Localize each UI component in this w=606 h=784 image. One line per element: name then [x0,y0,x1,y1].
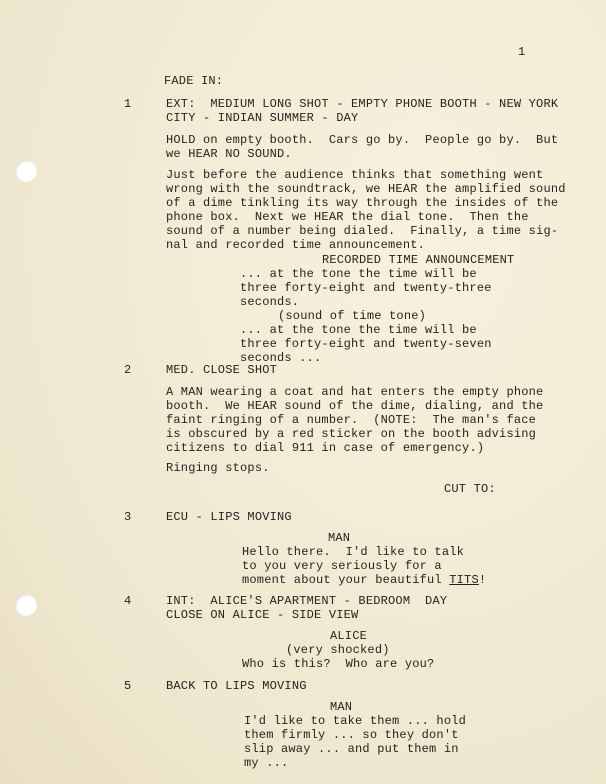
scene-heading-1b: CITY - INDIAN SUMMER - DAY [166,111,359,125]
dialogue-line: three forty-eight and twenty-three [240,281,492,295]
action-line: faint ringing of a number. (NOTE: The man's face [166,413,537,427]
action-line: Ringing stops. [166,461,270,475]
scene-number-1: 1 [124,97,132,111]
character-name: MAN [328,531,351,545]
dialogue-line: slip away ... and put them in [244,742,459,756]
dialogue-line: seconds. [240,295,300,309]
dialogue-line: my ... [244,756,289,770]
scene-number-3: 3 [124,510,132,524]
character-name: ALICE [330,629,368,643]
dialogue-line: to you very seriously for a [242,559,442,573]
scene-heading-4a: INT: ALICE'S APARTMENT - BEDROOM DAY [166,594,448,608]
scene-heading-3: ECU - LIPS MOVING [166,510,292,524]
action-line: phone box. Next we HEAR the dial tone. Then the [166,210,529,224]
fade-in: FADE IN: [164,74,224,88]
scene-number-2: 2 [124,363,132,377]
scene-heading-4b: CLOSE ON ALICE - SIDE VIEW [166,608,359,622]
action-line: booth. We HEAR sound of the dime, dialing, and the [166,399,544,413]
action-line: is obscured by a red sticker on the booth advising [166,427,537,441]
scene-heading-1a: EXT: MEDIUM LONG SHOT - EMPTY PHONE BOOTH - NEW YORK [166,97,559,111]
action-line: wrong with the soundtrack, we HEAR the amplified sound [166,182,566,196]
parenthetical: (sound of time tone) [278,309,427,323]
character-name: MAN [330,700,353,714]
dialogue-line: Who is this? Who are you? [242,657,435,671]
action-line: sound of a number being dialed. Finally, a time sig- [166,224,559,238]
dialogue-line: I'd like to take them ... hold [244,714,467,728]
dialogue-line: ... at the tone the time will be [240,323,477,337]
binder-hole-bottom [15,594,37,616]
scene-number-5: 5 [124,679,132,693]
dialogue-line: seconds ... [240,351,322,365]
dialogue-line: them firmly ... so they don't [244,728,459,742]
action-line: we HEAR NO SOUND. [166,147,292,161]
parenthetical: (very shocked) [286,643,390,657]
dialogue-text: moment about your beautiful [242,573,450,587]
action-line: A MAN wearing a coat and hat enters the empty phone [166,385,544,399]
dialogue-line: Hello there. I'd like to talk [242,545,465,559]
scene-heading-5: BACK TO LIPS MOVING [166,679,307,693]
transition: CUT TO: [444,482,496,496]
action-line: of a dime tinkling its way through the insides of the [166,196,559,210]
binder-hole-top [15,160,37,182]
action-line: HOLD on empty booth. Cars go by. People go by. But [166,133,559,147]
page-number: 1 [518,45,526,59]
action-line: citizens to dial 911 in case of emergency.) [166,441,485,455]
underlined-word: TITS [449,573,479,587]
dialogue-line-emphasis [242,573,486,587]
scene-number-4: 4 [124,594,132,608]
dialogue-punctuation: ! [478,573,487,587]
action-line: nal and recorded time announcement. [166,238,426,252]
dialogue-line: ... at the tone the time will be [240,267,477,281]
character-name: RECORDED TIME ANNOUNCEMENT [322,253,515,267]
dialogue-line: three forty-eight and twenty-seven [240,337,492,351]
scene-heading-2: MED. CLOSE SHOT [166,363,278,377]
action-line: Just before the audience thinks that something went [166,168,544,182]
